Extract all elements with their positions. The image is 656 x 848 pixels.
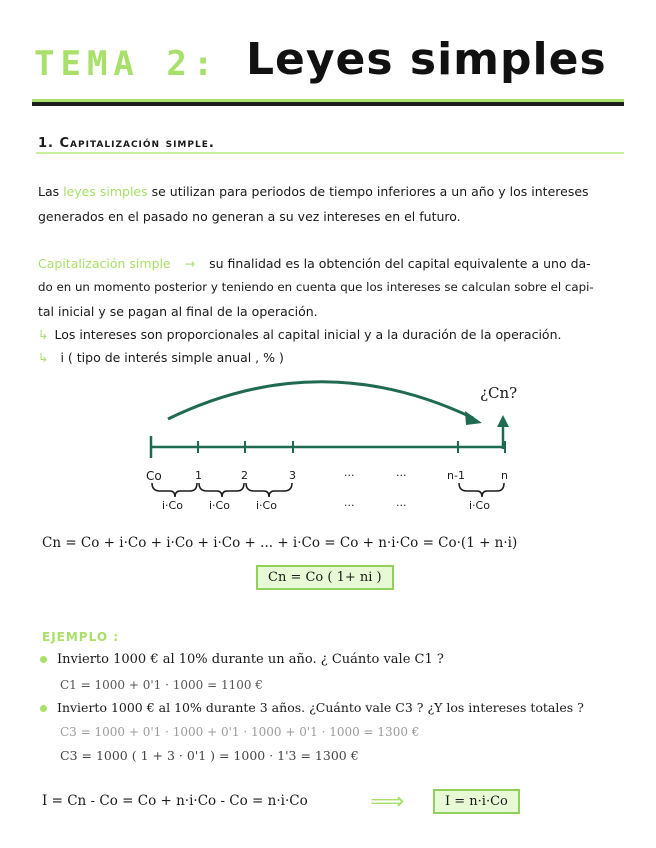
tema-label: TEMA 2: [34, 44, 220, 84]
tick-label: 3 [289, 469, 296, 482]
cap-sub-1: ↳ Los intereses son proporcionales al capital inicial y a la duración de la operación. [38, 327, 562, 342]
tick-label: 2 [241, 469, 248, 482]
interest-formula-boxed: I = n·i·Co [433, 789, 520, 814]
arc-arrowhead-icon [465, 411, 482, 425]
title-underline [32, 102, 624, 106]
sub-arrow-icon: ↳ [38, 350, 49, 365]
interest-formula-expanded: I = Cn - Co = Co + n·i·Co - Co = n·i·Co [42, 793, 308, 809]
tick-label: ... [344, 466, 355, 479]
page-title: Leyes simples [246, 34, 607, 85]
brace-1 [152, 483, 197, 497]
example-question-2: Invierto 1000 € al 10% durante 3 años. ¿Cuánto vale C3 ? ¿Y los intereses totales ? [40, 700, 584, 715]
capitalization-arc [168, 382, 473, 419]
section-heading: 1. Capitalización simple. [38, 136, 215, 151]
implies-arrow-icon: ⟹ [370, 787, 405, 815]
interest-label: ... [344, 496, 355, 509]
cap-line-3: tal inicial y se pagan al final de la operación. [38, 304, 318, 319]
brace-2 [199, 483, 244, 497]
up-arrowhead-icon [497, 415, 509, 427]
interest-label: i·Co [209, 499, 230, 512]
tick-label: Co [146, 469, 162, 483]
interest-label: ... [396, 496, 407, 509]
example-question-1: Invierto 1000 € al 10% durante un año. ¿ Cuánto vale C1 ? [40, 652, 444, 667]
cap-label: Capitalización simple [38, 256, 171, 271]
right-arrow-icon: → [184, 256, 196, 271]
cap-sub-2: ↳ i ( tipo de interés simple anual , % ) [38, 350, 284, 365]
tick-label: n [501, 469, 508, 482]
tick-label: n-1 [447, 469, 465, 482]
brace-3 [246, 483, 292, 497]
cap-line-1: Capitalización simple → su finalidad es la obtención del capital equivalente a uno da- [38, 256, 591, 271]
brace-n [459, 483, 504, 497]
interest-label: i·Co [162, 499, 183, 512]
cn-formula-expanded: Cn = Co + i·Co + i·Co + i·Co + ... + i·Co = Co + n·i·Co = Co·(1 + n·i) [42, 535, 518, 551]
bullet-icon [40, 705, 47, 712]
example-answer-1: C1 = 1000 + 0'1 · 1000 = 1100 € [60, 678, 263, 692]
bullet-icon [40, 656, 47, 663]
cn-question: ¿Cn? [480, 384, 518, 402]
interest-label: i·Co [469, 499, 490, 512]
intro-highlight: leyes simples [63, 184, 148, 199]
sub-arrow-icon: ↳ [38, 327, 49, 342]
section-underline [36, 152, 624, 154]
tick-label: 1 [195, 469, 202, 482]
example-answer-2b: C3 = 1000 ( 1 + 3 · 0'1 ) = 1000 · 1'3 = 1300 € [60, 748, 359, 763]
cn-formula-boxed: Cn = Co ( 1+ ni ) [256, 565, 394, 590]
intro-line-1: Las leyes simples se utilizan para periodos de tiempo inferiores a un año y los intereses [38, 184, 589, 199]
tick-label: ... [396, 466, 407, 479]
example-heading: EJEMPLO : [42, 630, 119, 644]
example-answer-2a: C3 = 1000 + 0'1 · 1000 + 0'1 · 1000 + 0'1 · 1000 = 1300 € [60, 725, 420, 739]
cap-line-2: do en un momento posterior y teniendo en cuenta que los intereses se calculan sobre el capi- [38, 280, 594, 294]
intro-line-2: generados en el pasado no generan a su vez intereses en el futuro. [38, 209, 461, 224]
interest-label: i·Co [256, 499, 277, 512]
